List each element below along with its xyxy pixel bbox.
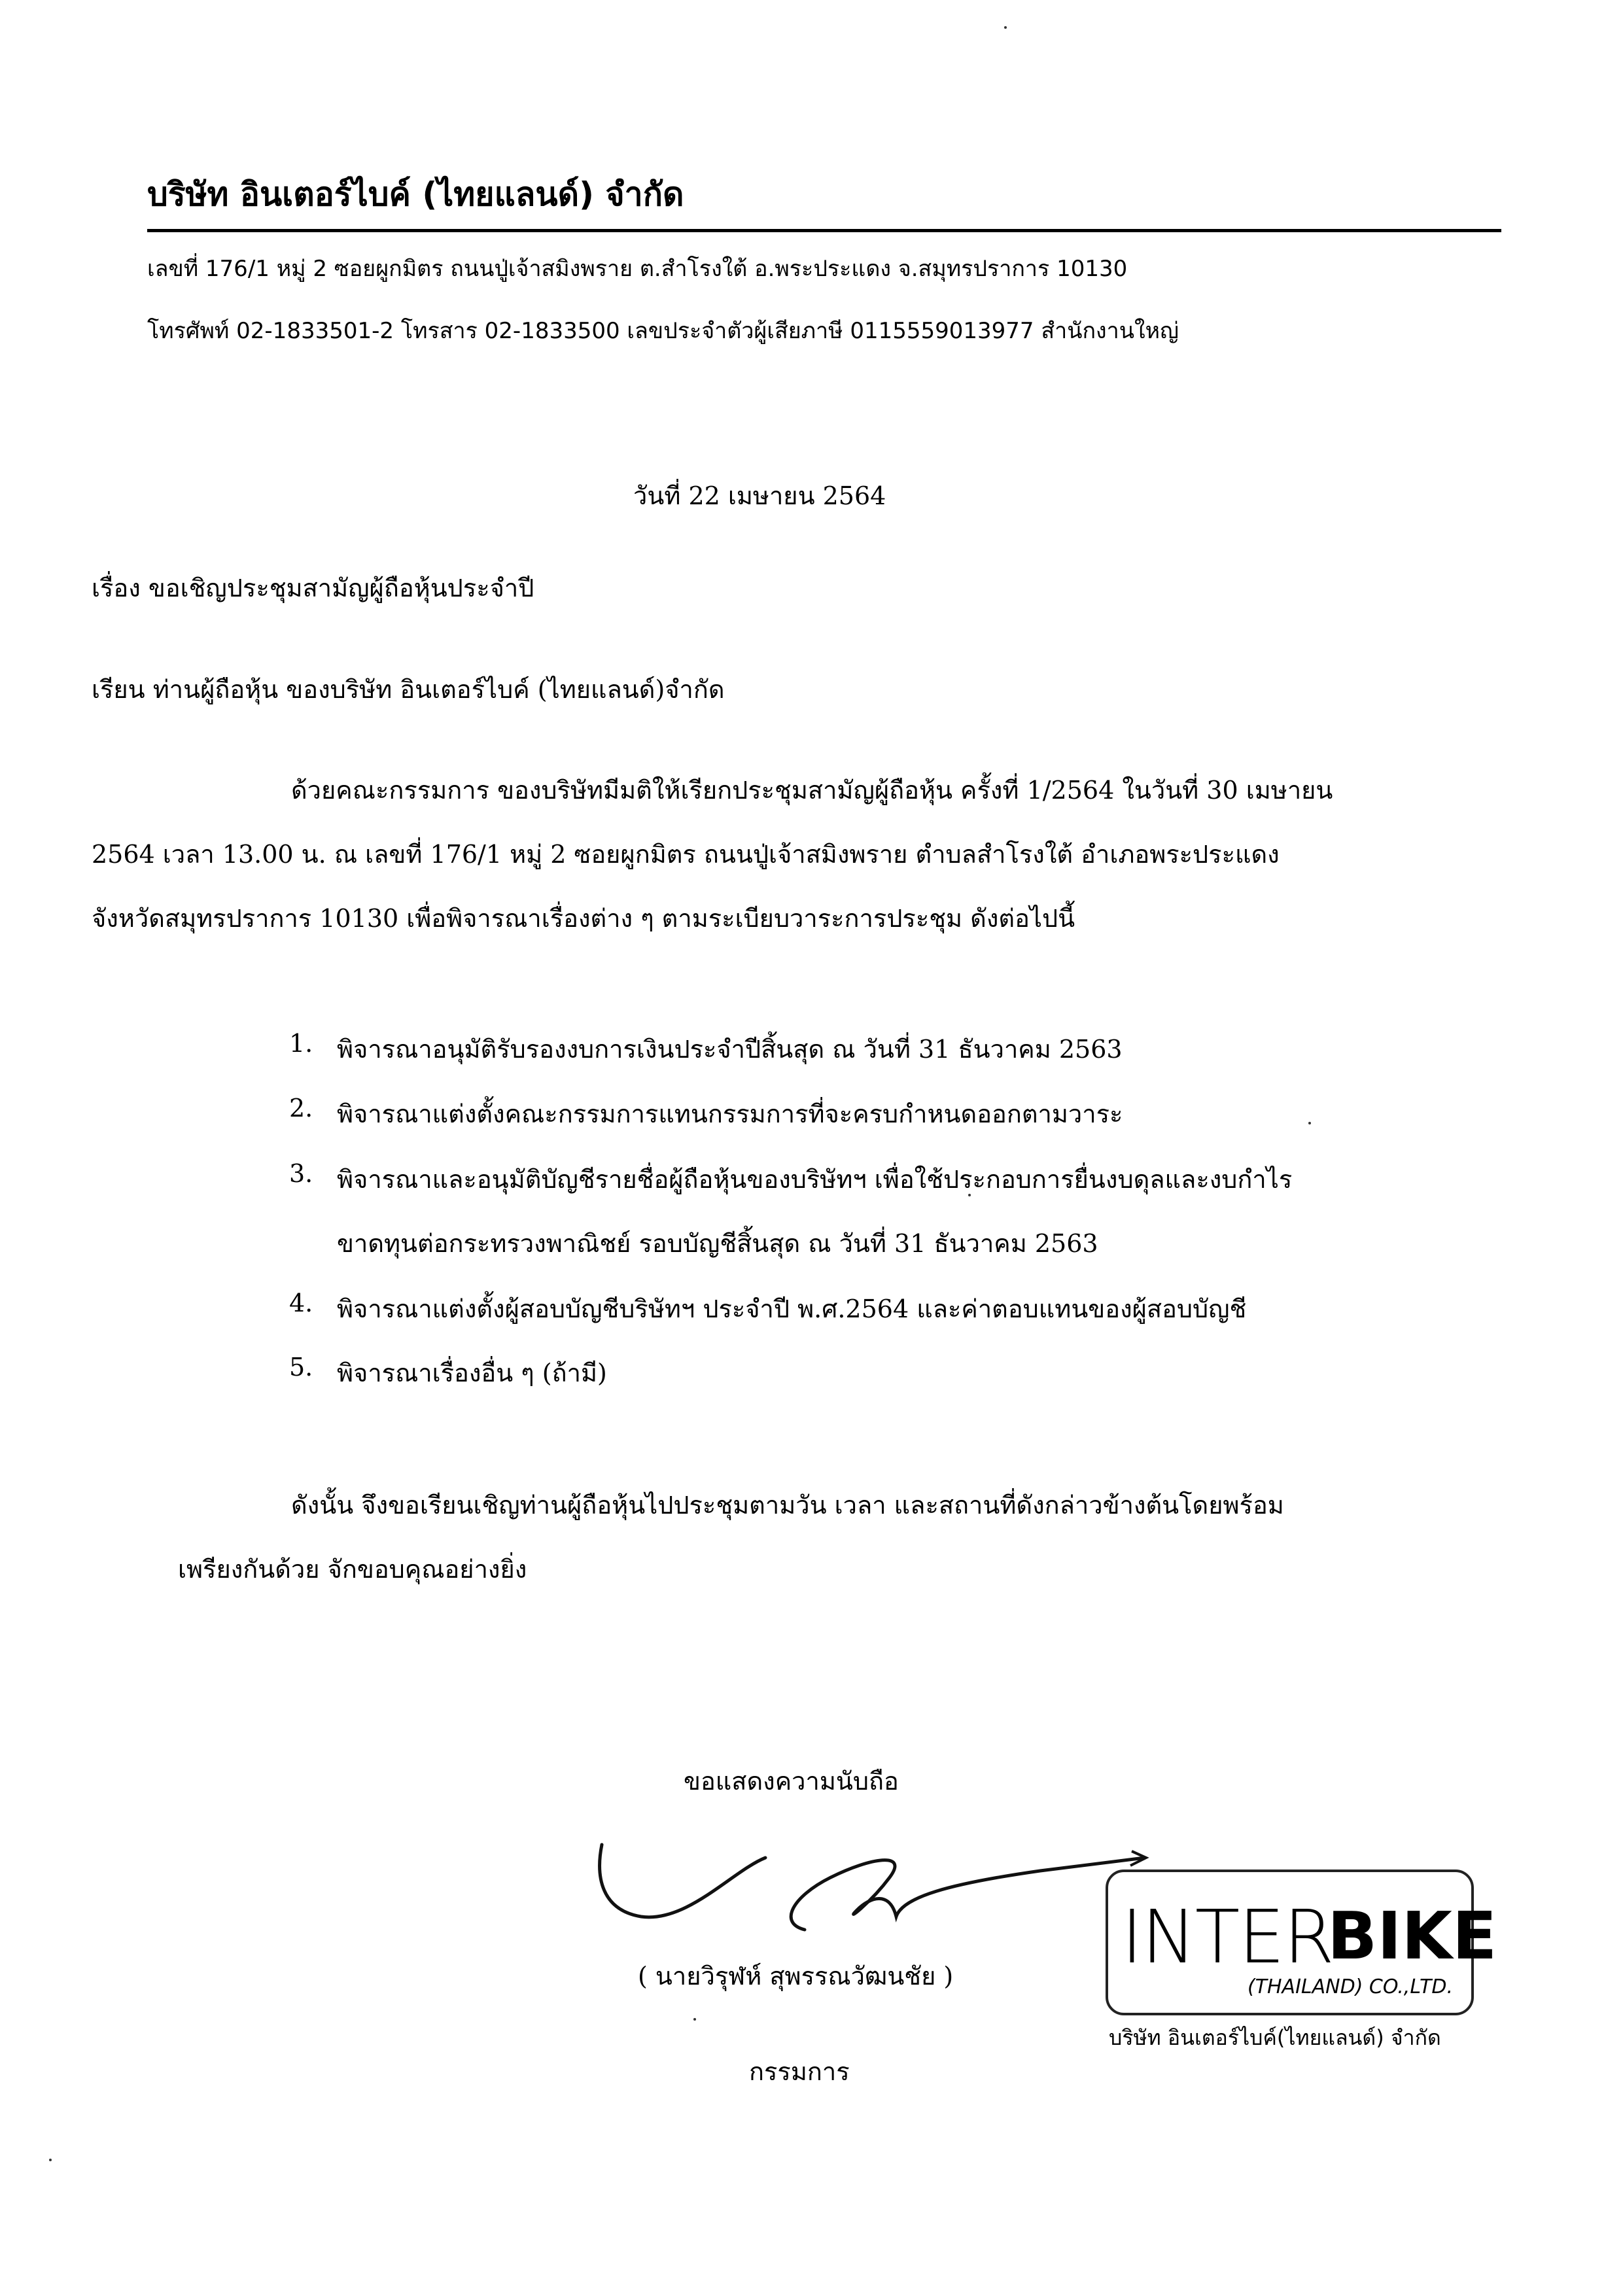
scan-speck	[1308, 1122, 1311, 1124]
scan-speck	[693, 2018, 696, 2021]
stamp-bike-text: BIKE	[1327, 1898, 1497, 1974]
letter-date: วันที่ 22 เมษายน 2564	[633, 481, 886, 510]
scan-speck	[49, 2159, 52, 2161]
signatory-title: กรรมการ	[749, 2057, 850, 2086]
regards: ขอแสดงความนับถือ	[684, 1767, 899, 1796]
stamp-inter-text: INTER	[1121, 1895, 1333, 1980]
stamp-subtitle: (THAILAND) CO.,LTD.	[1247, 1975, 1453, 1998]
agenda-text: พิจารณาแต่งตั้งผู้สอบบัญชีบริษัทฯ ประจำปี พ.ศ.2564 และค่าตอบแทนของผู้สอบบัญชี	[337, 1295, 1247, 1323]
intro-line: 2564 เวลา 13.00 น. ณ เลขที่ 176/1 หมู่ 2 ซอยผูกมิตร ถนนปู่เจ้าสมิงพราย ตำบลสำโรงใต้ อำเภอพระประแดง	[92, 840, 1280, 869]
agenda-text: พิจารณาเรื่องอื่น ๆ (ถ้ามี)	[337, 1359, 607, 1387]
stamp-thai-name: บริษัท อินเตอร์ไบค์(ไทยแลนด์) จำกัด	[1109, 2025, 1441, 2050]
signatory-name: ( นายวิรุฬห์ สุพรรณวัฒนชัย )	[638, 1962, 954, 1991]
company-name: บริษัท อินเตอร์ไบค์ (ไทยแลนด์) จำกัด	[147, 175, 684, 213]
intro-line: จังหวัดสมุทรปราการ 10130 เพื่อพิจารณาเรื่องต่าง ๆ ตามระเบียบวาระการประชุม ดังต่อไปนี้	[92, 904, 1075, 933]
company-stamp	[1106, 1870, 1497, 2015]
company-address: เลขที่ 176/1 หมู่ 2 ซอยผูกมิตร ถนนปู่เจ้าสมิงพราย ต.สำโรงใต้ อ.พระประแดง จ.สมุทรปราการ 10130	[147, 256, 1128, 282]
agenda-text: พิจารณาอนุมัติรับรองงบการเงินประจำปีสิ้นสุด ณ วันที่ 31 ธันวาคม 2563	[337, 1035, 1123, 1064]
agenda-number: 4.	[289, 1289, 313, 1317]
agenda-number: 2.	[289, 1094, 313, 1122]
signature	[582, 1818, 1151, 1975]
agenda-text: พิจารณาและอนุมัติบัญชีรายชื่อผู้ถือหุ้นของบริษัทฯ เพื่อใช้ประกอบการยื่นงบดุลและงบกำไร	[337, 1165, 1293, 1194]
intro-line: ด้วยคณะกรรมการ ของบริษัทมีมติให้เรียกประชุมสามัญผู้ถือหุ้น ครั้งที่ 1/2564 ในวันที่ 30 เมษายน	[291, 776, 1333, 805]
agenda-number: 5.	[289, 1353, 313, 1382]
scan-speck	[1004, 26, 1007, 29]
company-contact: โทรศัพท์ 02-1833501-2 โทรสาร 02-1833500 เลขประจำตัวผู้เสียภาษี 0115559013977 สำนักงานใหญ่	[147, 318, 1179, 344]
agenda-text: ขาดทุนต่อกระทรวงพาณิชย์ รอบบัญชีสิ้นสุด ณ วันที่ 31 ธันวาคม 2563	[337, 1229, 1098, 1258]
agenda-text: พิจารณาแต่งตั้งคณะกรรมการแทนกรรมการที่จะครบกำหนดออกตามวาระ	[337, 1100, 1123, 1128]
scan-speck	[968, 1194, 971, 1196]
letter-recipient: เรียน ท่านผู้ถือหุ้น ของบริษัท อินเตอร์ไบค์ (ไทยแลนด์)จำกัด	[92, 675, 725, 704]
agenda-number: 3.	[289, 1159, 313, 1188]
header-divider	[147, 229, 1501, 232]
closing-line: เพรียงกันด้วย จักขอบคุณอย่างยิ่ง	[178, 1555, 527, 1584]
agenda-number: 1.	[289, 1029, 313, 1058]
letter-subject: เรื่อง ขอเชิญประชุมสามัญผู้ถือหุ้นประจำปี	[92, 574, 534, 602]
closing-line: ดังนั้น จึงขอเรียนเชิญท่านผู้ถือหุ้นไปประชุมตามวัน เวลา และสถานที่ดังกล่าวข้างต้นโดยพร้อม	[291, 1491, 1284, 1520]
